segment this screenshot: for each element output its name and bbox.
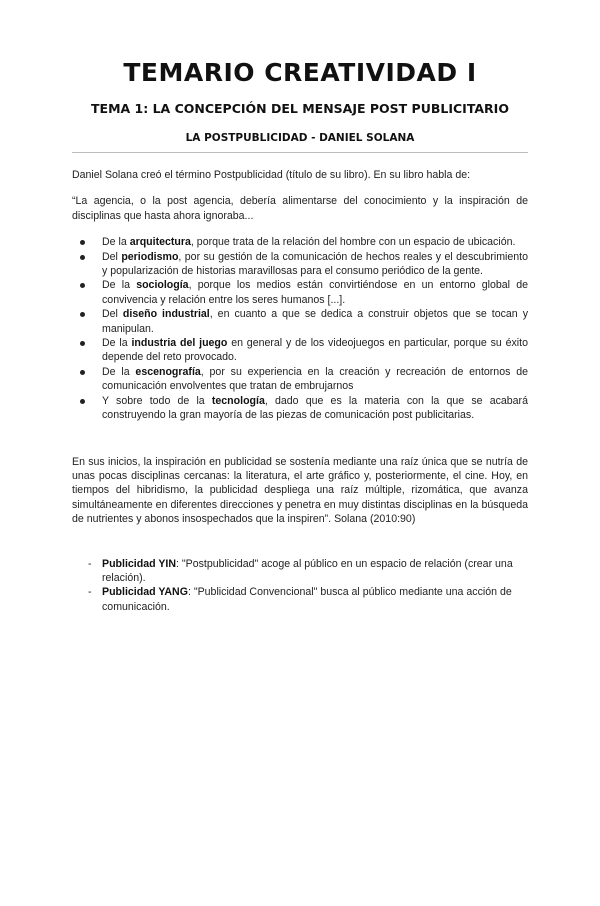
topic-heading: TEMA 1: LA CONCEPCIÓN DEL MENSAJE POST PUBLICITARIO: [91, 101, 509, 116]
disciplines-list: [72, 235, 528, 422]
intro-paragraph: Daniel Solana creó el término Postpublicidad (título de su libro). En su libro habla de:: [72, 169, 471, 181]
discipline-name: arquitectura: [129, 236, 191, 249]
bullet-icon: [80, 370, 85, 375]
term-name: Publicidad YANG: [102, 586, 188, 599]
dash-icon: -: [88, 586, 92, 599]
yin-yang-list: [72, 557, 528, 615]
list-item: De la sociología, porque los medios están convirtiéndose en un entorno global de convivencia y relación entre los seres humanos [...].: [72, 278, 528, 307]
list-item: De la escenografía, por su experiencia en la creación y recreación de entornos de comunicación envolventes que tratan de embrujarnos: [72, 365, 528, 394]
list-item: Del diseño industrial, en cuanto a que se dedica a construir objetos que se tocan y manipulan.: [72, 307, 528, 336]
section-heading: LA POSTPUBLICIDAD - DANIEL SOLANA: [185, 132, 415, 144]
discipline-name: tecnología: [211, 394, 265, 407]
term-name: Publicidad YIN: [102, 557, 176, 570]
dash-icon: -: [88, 557, 92, 570]
document-page: [0, 58, 600, 906]
list-item: Y sobre todo de la tecnología, dado que es la materia con la que se acabará construyendo la gran mayoría de las piezas de comunicación post publicitarias.: [72, 394, 528, 423]
quote-intro-paragraph: “La agencia, o la post agencia, debería alimentarse del conocimiento y la inspiración de disciplinas que hasta ahora ignoraba...: [72, 195, 528, 222]
discipline-name: escenografía: [135, 365, 201, 378]
bullet-icon: [80, 255, 85, 260]
roots-paragraph: En sus inicios, la inspiración en publicidad se sostenía mediante una raíz única que se nutría de unas pocas disciplinas cercanas: la literatura, el arte gráfico y, posteriormente, el cine. Hoy, en tiempos del hibridismo, la publicidad despliega una raíz múltiple, rizomática, que avanza simultáneamente en diferentes direcciones y penetra en muy distintas disciplinas en la búsqueda de nutrientes y abonos insospechados que la inspiren”. Solana (2010:90): [72, 455, 528, 526]
discipline-name: sociología: [136, 279, 189, 292]
document-title: TEMARIO CREATIVIDAD I: [123, 58, 477, 87]
bullet-icon: [80, 312, 85, 317]
bullet-icon: [80, 240, 85, 245]
bullet-icon: [80, 341, 85, 346]
discipline-name: diseño industrial: [122, 308, 210, 321]
discipline-name: industria del juego: [131, 337, 228, 350]
list-item: - Publicidad YANG: "Publicidad Convencional" busca al público mediante una acción de comunicación.: [88, 586, 512, 613]
list-item: - Publicidad YIN: "Postpublicidad" acoge al público en un espacio de relación (crear una relación).: [88, 557, 513, 584]
list-item: De la arquitectura, porque trata de la relación del hombre con un espacio de ubicación.: [72, 235, 528, 249]
list-item: Del periodismo, por su gestión de la comunicación de hechos reales y el descubrimiento y popularización de historias maravillosas para el consumo periódico de la gente.: [72, 250, 528, 279]
discipline-name: periodismo: [121, 250, 179, 263]
list-item: De la industria del juego en general y de los videojuegos en particular, porque su éxito depende del reto provocado.: [72, 336, 528, 365]
heading-divider: [72, 152, 528, 153]
bullet-icon: [80, 399, 85, 404]
bullet-icon: [80, 283, 85, 288]
